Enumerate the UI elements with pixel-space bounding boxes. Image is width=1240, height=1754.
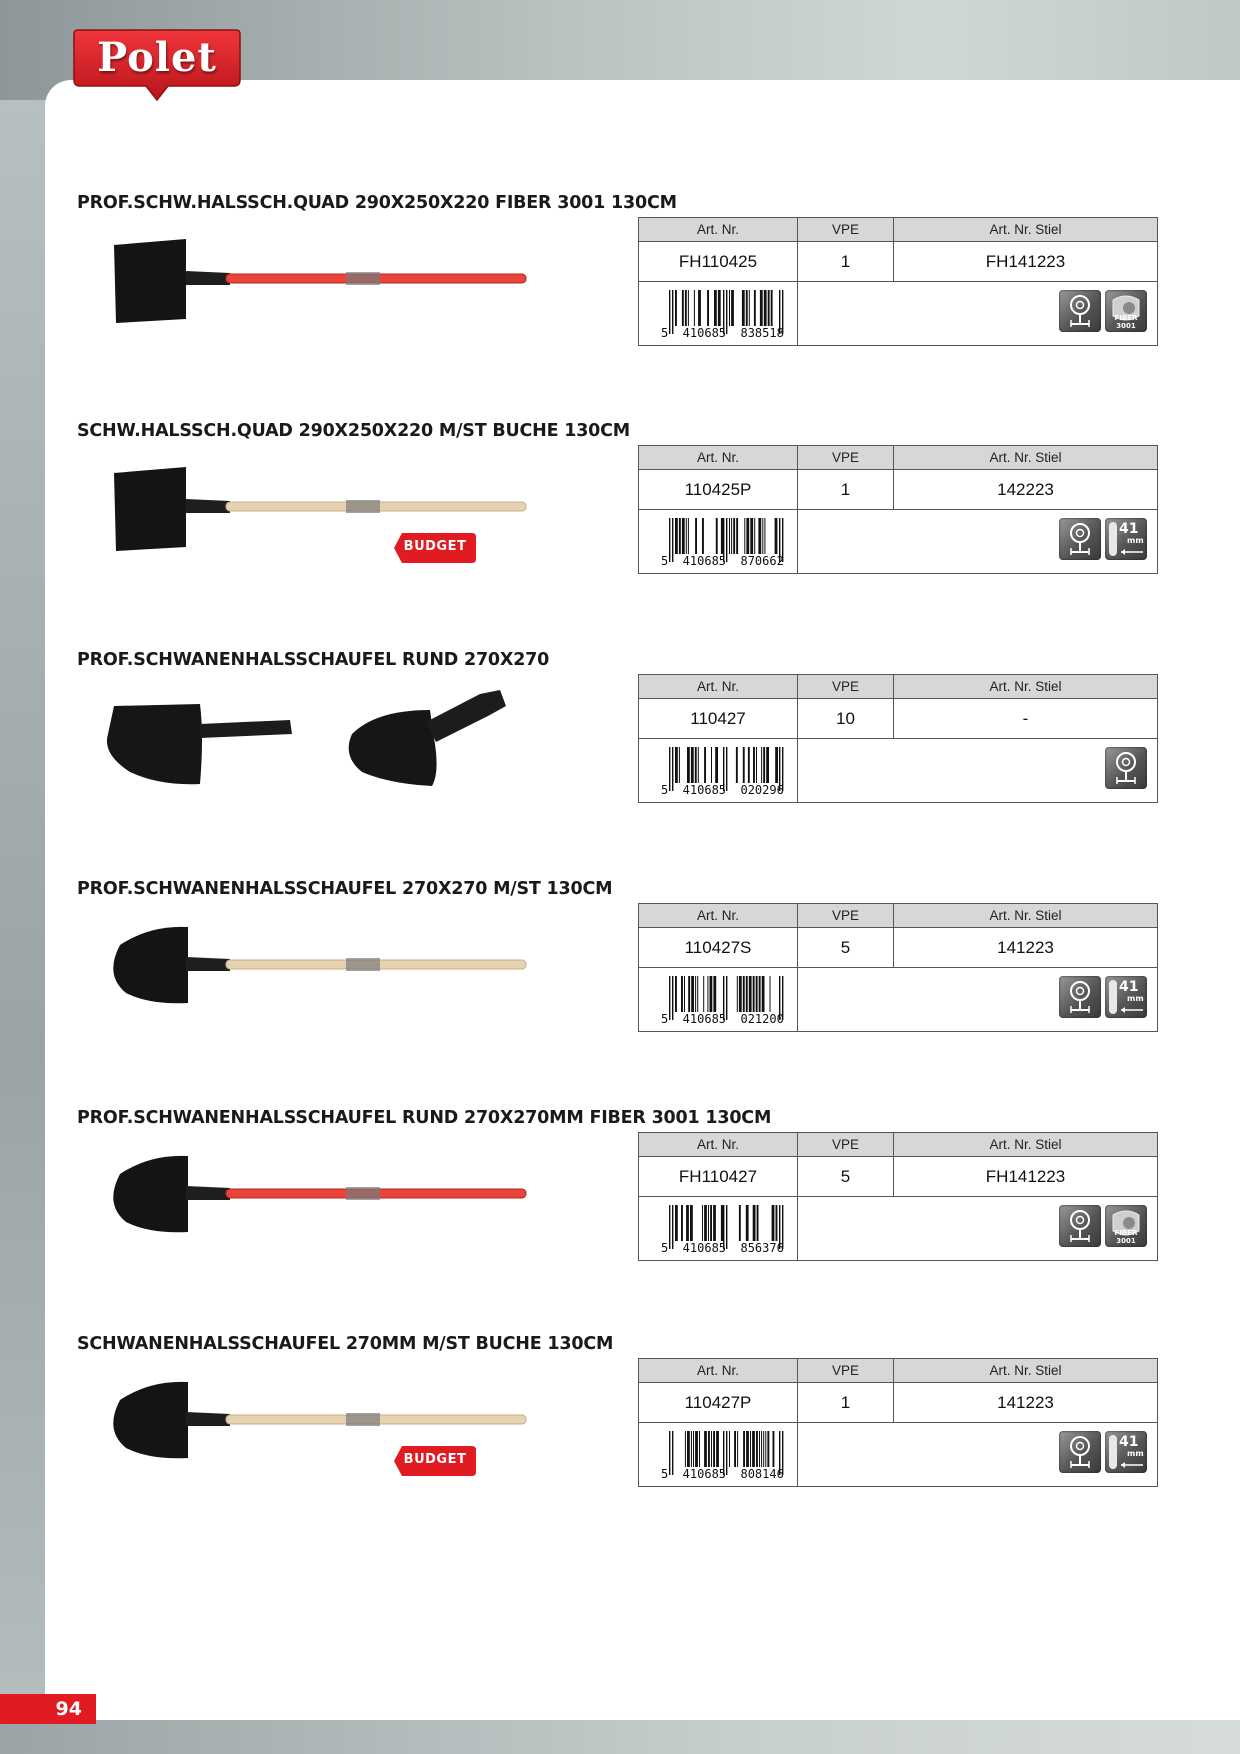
diameter-value: 41 <box>1119 521 1139 537</box>
budget-badge <box>392 1444 478 1478</box>
vibration-damping-icon <box>1059 290 1101 332</box>
shovel-illustration <box>100 1134 580 1254</box>
diameter-unit: mm <box>1127 536 1144 545</box>
product-image <box>100 676 580 796</box>
vpe-value: 5 <box>798 1157 894 1197</box>
art-nr-stiel-value: - <box>894 699 1158 739</box>
header-art-nr-stiel: Art. Nr. Stiel <box>894 446 1158 470</box>
product-entry-3 <box>0 650 1240 850</box>
art-nr-value: 110425P <box>639 470 798 510</box>
art-nr-value: 110427S <box>639 928 798 968</box>
spec-table <box>638 674 1158 803</box>
fiber-icon-label: FIBER 3001 <box>1114 314 1138 330</box>
spec-table <box>638 903 1158 1032</box>
product-entry-5 <box>0 1108 1240 1308</box>
barcode-number: 5 410685 856376 <box>661 1241 784 1255</box>
feature-icons-cell <box>798 739 1158 803</box>
vibration-damping-icon <box>1059 1205 1101 1247</box>
feature-icons-cell <box>798 1197 1158 1261</box>
barcode-number: 5 410685 021200 <box>661 1012 784 1026</box>
feature-icons-cell <box>798 282 1158 346</box>
shovel-illustration <box>100 219 580 339</box>
spec-table <box>638 217 1158 346</box>
product-entry-2 <box>0 421 1240 621</box>
barcode-cell <box>639 968 798 1032</box>
art-nr-value: 110427P <box>639 1383 798 1423</box>
header-art-nr: Art. Nr. <box>639 1359 798 1383</box>
feature-icons <box>1059 290 1147 332</box>
vibration-damping-icon <box>1059 1431 1101 1473</box>
fiber-handle-icon <box>1105 290 1147 332</box>
header-vpe: VPE <box>798 1359 894 1383</box>
product-title: PROF.SCHWANENHALSSCHAUFEL RUND 270X270MM FIBER 3001 130CM <box>77 1108 772 1128</box>
art-nr-stiel-value: 141223 <box>894 928 1158 968</box>
barcode-number: 5 410685 020296 <box>661 783 784 797</box>
product-title: SCHWANENHALSSCHAUFEL 270MM M/ST BUCHE 130CM <box>77 1334 614 1354</box>
page-number: 94 <box>0 1694 96 1724</box>
header-art-nr: Art. Nr. <box>639 218 798 242</box>
background-bottom-band <box>0 1718 1240 1754</box>
barcode-cell <box>639 282 798 346</box>
vpe-value: 1 <box>798 1383 894 1423</box>
brand-logo <box>72 28 242 100</box>
fiber-icon-label: FIBER 3001 <box>1114 1229 1138 1245</box>
art-nr-stiel-value: 142223 <box>894 470 1158 510</box>
product-image <box>100 1360 580 1480</box>
product-entry-6 <box>0 1334 1240 1534</box>
header-vpe: VPE <box>798 904 894 928</box>
product-title: PROF.SCHWANENHALSSCHAUFEL RUND 270X270 <box>77 650 550 670</box>
product-title: PROF.SCHW.HALSSCH.QUAD 290X250X220 FIBER 3001 130CM <box>77 193 677 213</box>
feature-icons <box>1059 518 1147 560</box>
barcode-number: 5 410685 838518 <box>661 326 784 340</box>
product-image <box>100 219 580 339</box>
barcode-cell <box>639 739 798 803</box>
diameter-unit: mm <box>1127 1449 1144 1458</box>
shovel-illustration <box>100 905 580 1025</box>
barcode-number: 5 410685 808146 <box>661 1467 784 1481</box>
vpe-value: 10 <box>798 699 894 739</box>
product-title: PROF.SCHWANENHALSSCHAUFEL 270X270 M/ST 130CM <box>77 879 613 899</box>
header-art-nr: Art. Nr. <box>639 1133 798 1157</box>
header-vpe: VPE <box>798 675 894 699</box>
vibration-damping-icon <box>1105 747 1147 789</box>
header-art-nr: Art. Nr. <box>639 675 798 699</box>
header-art-nr-stiel: Art. Nr. Stiel <box>894 904 1158 928</box>
header-art-nr: Art. Nr. <box>639 446 798 470</box>
barcode-number: 5 410685 870662 <box>661 554 784 568</box>
header-vpe: VPE <box>798 446 894 470</box>
art-nr-stiel-value: FH141223 <box>894 242 1158 282</box>
product-entry-1 <box>0 193 1240 393</box>
product-image <box>100 1134 580 1254</box>
barcode-cell <box>639 1197 798 1261</box>
header-art-nr-stiel: Art. Nr. Stiel <box>894 675 1158 699</box>
feature-icons <box>1059 1431 1147 1473</box>
feature-icons-cell <box>798 510 1158 574</box>
diameter-41mm-icon <box>1105 1431 1147 1473</box>
vpe-value: 1 <box>798 242 894 282</box>
diameter-unit: mm <box>1127 994 1144 1003</box>
budget-badge-label: BUDGET <box>403 1452 467 1467</box>
art-nr-value: FH110425 <box>639 242 798 282</box>
feature-icons <box>1059 1205 1147 1247</box>
product-entry-4 <box>0 879 1240 1079</box>
product-image <box>100 447 580 567</box>
vibration-damping-icon <box>1059 976 1101 1018</box>
diameter-value: 41 <box>1119 979 1139 995</box>
header-art-nr: Art. Nr. <box>639 904 798 928</box>
product-title: SCHW.HALSSCH.QUAD 290X250X220 M/ST BUCHE 130CM <box>77 421 631 441</box>
vpe-value: 5 <box>798 928 894 968</box>
barcode-cell <box>639 510 798 574</box>
header-vpe: VPE <box>798 218 894 242</box>
spec-table <box>638 1358 1158 1487</box>
art-nr-value: 110427 <box>639 699 798 739</box>
shovel-illustration <box>100 1360 580 1480</box>
spec-table <box>638 1132 1158 1261</box>
art-nr-value: FH110427 <box>639 1157 798 1197</box>
feature-icons-cell <box>798 968 1158 1032</box>
feature-icons <box>1105 747 1147 789</box>
diameter-value: 41 <box>1119 1434 1139 1450</box>
barcode-cell <box>639 1423 798 1487</box>
vpe-value: 1 <box>798 470 894 510</box>
budget-badge-label: BUDGET <box>403 539 467 554</box>
header-art-nr-stiel: Art. Nr. Stiel <box>894 1133 1158 1157</box>
product-image <box>100 905 580 1025</box>
diameter-41mm-icon <box>1105 518 1147 560</box>
art-nr-stiel-value: 141223 <box>894 1383 1158 1423</box>
art-nr-stiel-value: FH141223 <box>894 1157 1158 1197</box>
header-art-nr-stiel: Art. Nr. Stiel <box>894 218 1158 242</box>
feature-icons-cell <box>798 1423 1158 1487</box>
budget-badge <box>392 531 478 565</box>
diameter-41mm-icon <box>1105 976 1147 1018</box>
header-vpe: VPE <box>798 1133 894 1157</box>
feature-icons <box>1059 976 1147 1018</box>
vibration-damping-icon <box>1059 518 1101 560</box>
spec-table <box>638 445 1158 574</box>
shovel-illustration <box>100 447 580 567</box>
fiber-handle-icon <box>1105 1205 1147 1247</box>
header-art-nr-stiel: Art. Nr. Stiel <box>894 1359 1158 1383</box>
shovel-illustration <box>100 676 580 796</box>
logo-text: Polet <box>97 34 217 81</box>
